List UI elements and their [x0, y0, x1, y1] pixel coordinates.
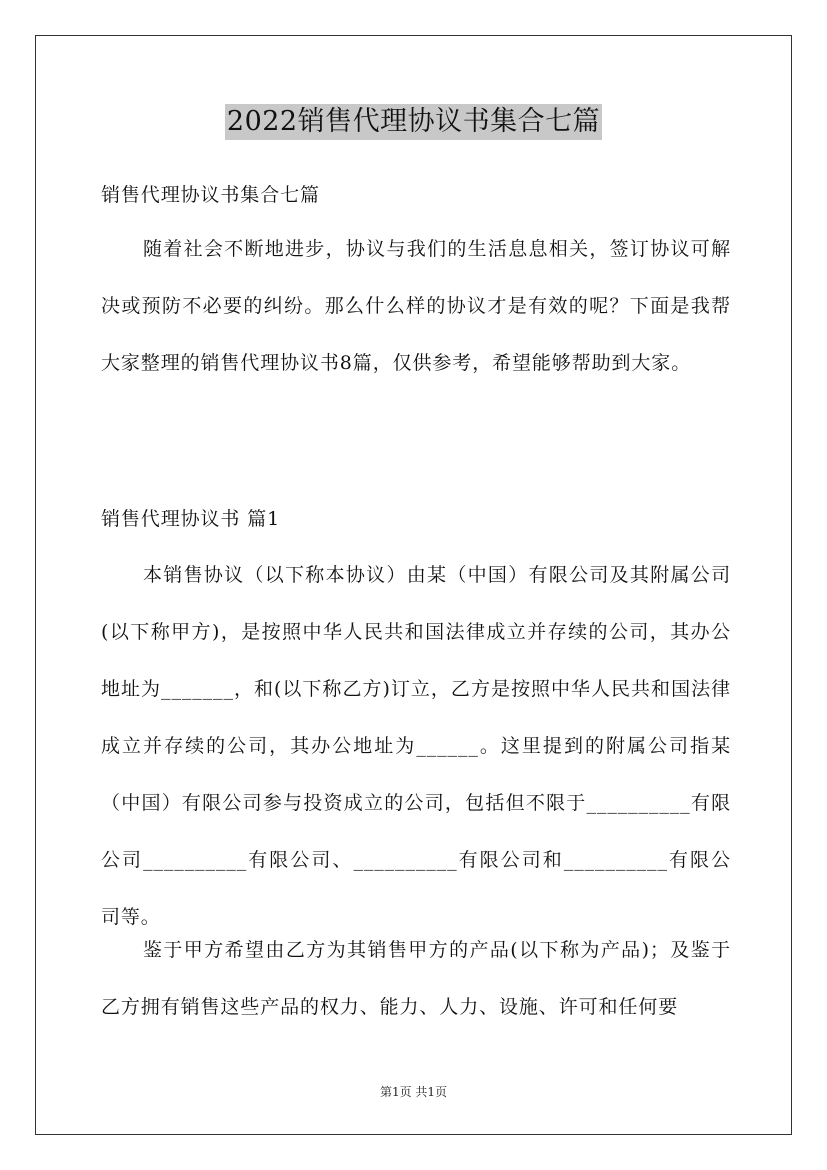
section-heading: 销售代理协议书 篇1: [101, 508, 281, 530]
agreement-paragraph-1: 本销售协议（以下称本协议）由某（中国）有限公司及其附属公司(以下称甲方)，是按照中华人民共和国法律成立并存续的公司，其办公地址为_______，和(以下称乙方)订立，乙方是按照中华人民共和国法律成立并存续的公司，其办公地址为______。这里提到的附属公司指某（中国）有限公司参与投资成立的公司，包括但不限于__________有限公司__________有限公司、__________有限公司和__________有限公司等。: [101, 564, 731, 928]
intro-paragraph: 随着社会不断地进步，协议与我们的生活息息相关，签订协议可解决或预防不必要的纠纷。那么什么样的协议才是有效的呢？下面是我帮大家整理的销售代理协议书8篇，仅供参考，希望能够帮助到大家。: [101, 238, 731, 374]
agreement-paragraph-2: 鉴于甲方希望由乙方为其销售甲方的产品(以下称为产品)；及鉴于乙方拥有销售这些产品的权力、能力、人力、设施、许可和任何要: [101, 939, 731, 1018]
title-container: [0, 104, 827, 140]
page-footer: 第1页 共1页: [379, 1085, 448, 1099]
document-title: 2022销售代理协议书集合七篇: [225, 104, 602, 140]
document-subtitle: 销售代理协议书集合七篇: [101, 184, 320, 206]
